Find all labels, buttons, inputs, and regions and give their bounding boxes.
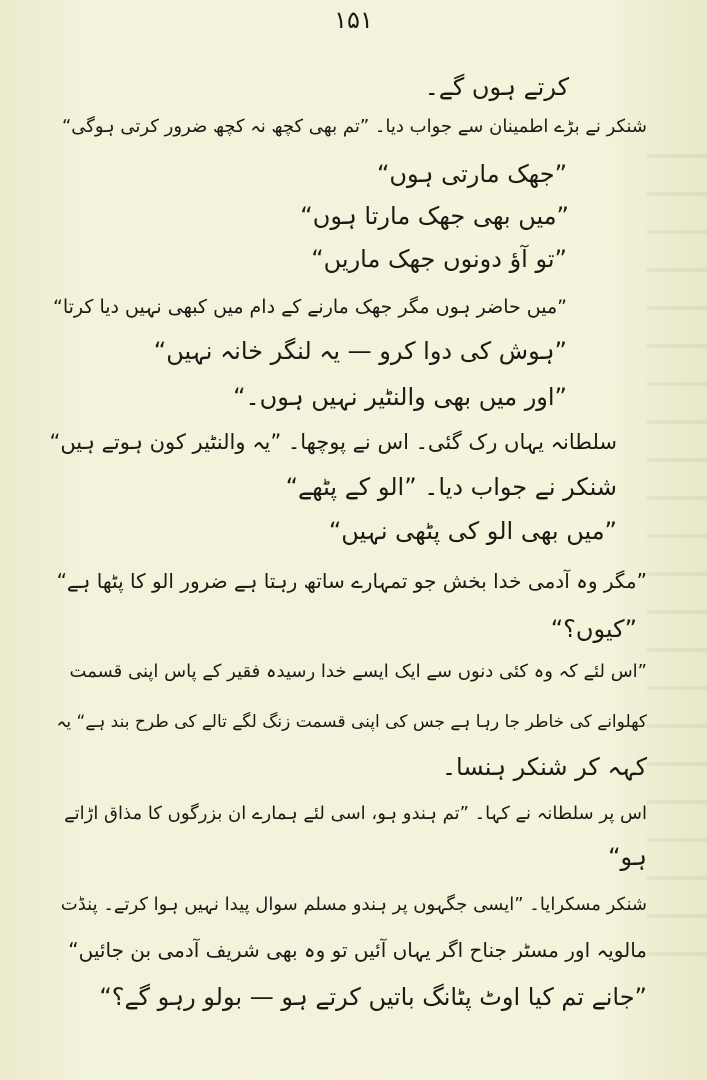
text-line: ”میں حاضر ہوں مگر جھک مارنے کے دام میں کبھی نہیں دیا کرتا“ bbox=[52, 296, 567, 318]
text-line: ”میں بھی جھک مارتا ہوں“ bbox=[300, 202, 569, 230]
text-line: ”اس لئے کہ وہ کئی دنوں سے ایک ایسے خدا رسیدہ فقیر کے پاس اپنی قسمت bbox=[69, 661, 647, 682]
page-number: ۱۵۱ bbox=[334, 6, 373, 34]
bleed-through-text bbox=[647, 120, 707, 960]
text-line: کرتے ہوں گے۔ bbox=[424, 73, 569, 101]
text-line: ”کیوں؟“ bbox=[550, 615, 637, 643]
text-line: ”میں بھی الو کی پٹھی نہیں“ bbox=[328, 517, 617, 545]
text-line: ہو“ bbox=[608, 843, 647, 871]
text-line: سلطانہ یہاں رک گئی۔ اس نے پوچھا۔ ”یہ والنٹیر کون ہوتے ہیں“ bbox=[49, 430, 617, 454]
text-line: ”اور میں بھی والنٹیر نہیں ہوں۔“ bbox=[233, 383, 567, 411]
text-line: اس پر سلطانہ نے کہا۔ ”تم ہندو ہو، اسی لئے ہمارے ان بزرگوں کا مذاق اڑاتے bbox=[64, 803, 647, 824]
text-line: شنکر مسکرایا۔ ”ایسی جگہوں پر ہندو مسلم سوال پیدا نہیں ہوا کرتے۔ پنڈت bbox=[60, 894, 647, 915]
text-line: شنکر نے بڑے اطمینان سے جواب دیا۔ ”تم بھی کچھ نہ کچھ ضرور کرتی ہوگی“ bbox=[61, 116, 647, 137]
text-line: ”مگر وہ آدمی خدا بخش جو تمہارے ساتھ رہتا ہے ضرور الو کا پٹھا ہے“ bbox=[56, 569, 647, 593]
text-line: ”تو آؤ دونوں جھک ماریں“ bbox=[311, 245, 567, 273]
text-line: کھلوانے کی خاطر جا رہا ہے جس کی اپنی قسمت زنگ لگے تالے کی طرح بند ہے“ یہ bbox=[56, 712, 647, 732]
text-line: ”ہوش کی دوا کرو — یہ لنگر خانہ نہیں“ bbox=[153, 337, 567, 365]
text-line: مالویہ اور مسٹر جناح اگر یہاں آئیں تو وہ بھی شریف آدمی بن جائیں“ bbox=[68, 938, 647, 962]
text-line: شنکر نے جواب دیا۔ ”الو کے پٹھے“ bbox=[285, 473, 617, 501]
text-line: ”جانے تم کیا اوٹ پٹانگ باتیں کرتے ہو — بولو رہو گے؟“ bbox=[99, 983, 647, 1011]
text-line: ”جھک مارتی ہوں“ bbox=[376, 160, 567, 188]
text-line: کہہ کر شنکر ہنسا۔ bbox=[441, 753, 647, 781]
